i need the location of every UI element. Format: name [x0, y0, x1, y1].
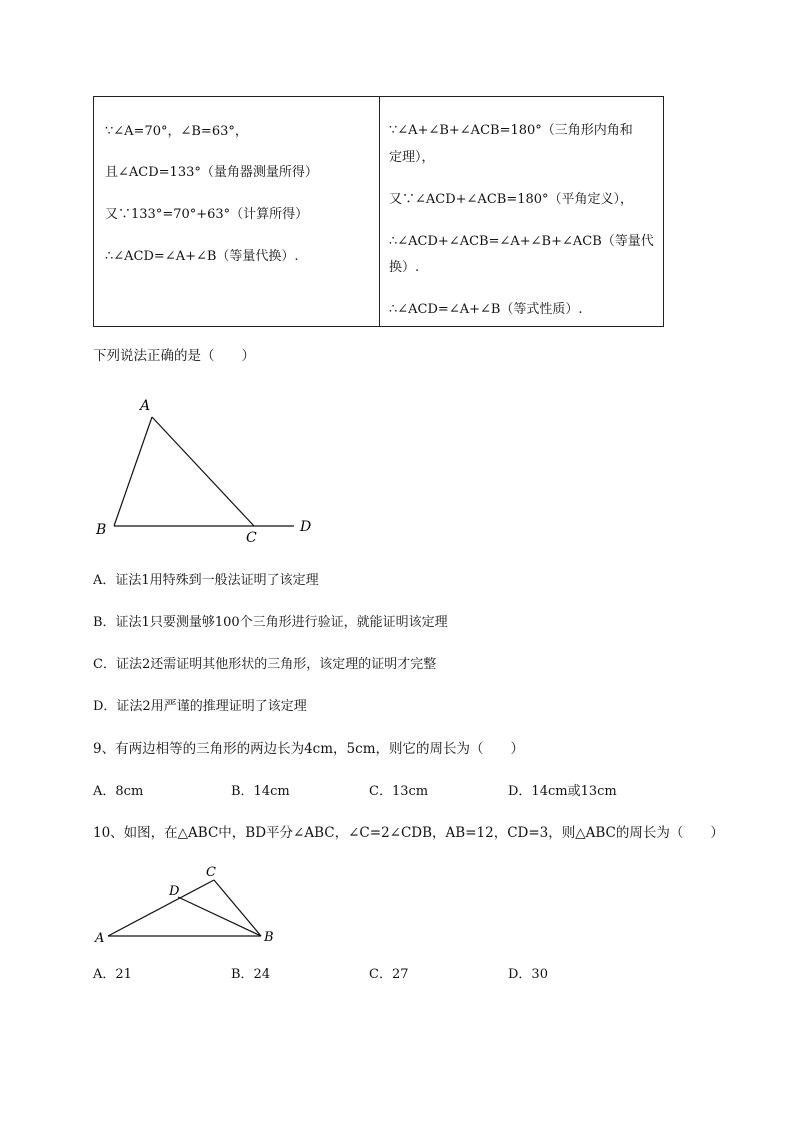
- q10-prompt: 10、如图，在△ABC中，BD平分∠ABC，∠C=2∠CDB，AB=12，CD=3，则△ABC的周长为（ ）: [93, 825, 724, 841]
- proof-table: [93, 96, 664, 327]
- q8-option-a: A．证法1用特殊到一般法证明了该定理: [93, 573, 319, 588]
- segment-bd: [178, 897, 261, 936]
- label-b: B: [96, 522, 107, 538]
- label-c: C: [246, 530, 257, 546]
- label-c: C: [206, 865, 216, 880]
- left-line-4: ∴∠ACD=∠A+∠B（等量代换）.: [105, 249, 299, 264]
- left-line-3: 又∵133°=70°+63°（计算所得）: [105, 207, 309, 222]
- q9-option-b: B．14cm: [231, 784, 290, 799]
- q10-option-c: C．27: [369, 967, 409, 982]
- table-divider: [379, 97, 380, 326]
- label-d: D: [300, 519, 312, 535]
- q8-option-c: C．证法2还需证明其他形状的三角形，该定理的证明才完整: [93, 657, 437, 672]
- q10-option-a: A．21: [93, 967, 132, 982]
- q10-triangle-figure: [90, 858, 290, 953]
- label-b: B: [264, 930, 274, 945]
- q9-prompt: 9、有两边相等的三角形的两边长为4cm，5cm，则它的周长为（ ）: [93, 741, 524, 757]
- left-line-1: ∵∠A=70°，∠B=63°，: [105, 124, 248, 139]
- label-d: D: [169, 884, 180, 899]
- q9-option-c: C．13cm: [369, 784, 429, 799]
- left-line-2: 且∠ACD=133°（量角器测量所得）: [105, 165, 318, 180]
- side-ab: [114, 417, 152, 526]
- q8-option-d: D．证法2用严谨的推理证明了该定理: [93, 699, 307, 714]
- q10-option-b: B．24: [231, 967, 271, 982]
- right-line-4: ∴∠ACD+∠ACB=∠A+∠B+∠ACB（等量代: [389, 234, 654, 249]
- side-ac: [108, 880, 214, 936]
- right-line-5: 换）.: [389, 260, 420, 275]
- side-ac: [152, 417, 254, 526]
- label-a: A: [140, 398, 151, 414]
- q8-option-b: B．证法1只要测量够100个三角形进行验证，就能证明该定理: [93, 615, 448, 630]
- right-line-2: 定理），: [389, 150, 435, 165]
- q8-triangle-figure: [90, 392, 330, 547]
- label-a: A: [95, 931, 105, 946]
- q9-option-a: A．8cm: [93, 784, 144, 799]
- q10-option-d: D．30: [508, 967, 548, 982]
- right-line-3: 又∵∠ACD+∠ACB=180°（平角定义），: [389, 192, 634, 207]
- q9-option-d: D．14cm或13cm: [508, 784, 617, 799]
- side-cb: [214, 880, 261, 936]
- right-line-1: ∵∠A+∠B+∠ACB=180°（三角形内角和: [389, 123, 633, 138]
- right-line-6: ∴∠ACD=∠A+∠B（等式性质）.: [389, 302, 583, 317]
- q8-prompt: 下列说法正确的是（ ）: [93, 348, 255, 364]
